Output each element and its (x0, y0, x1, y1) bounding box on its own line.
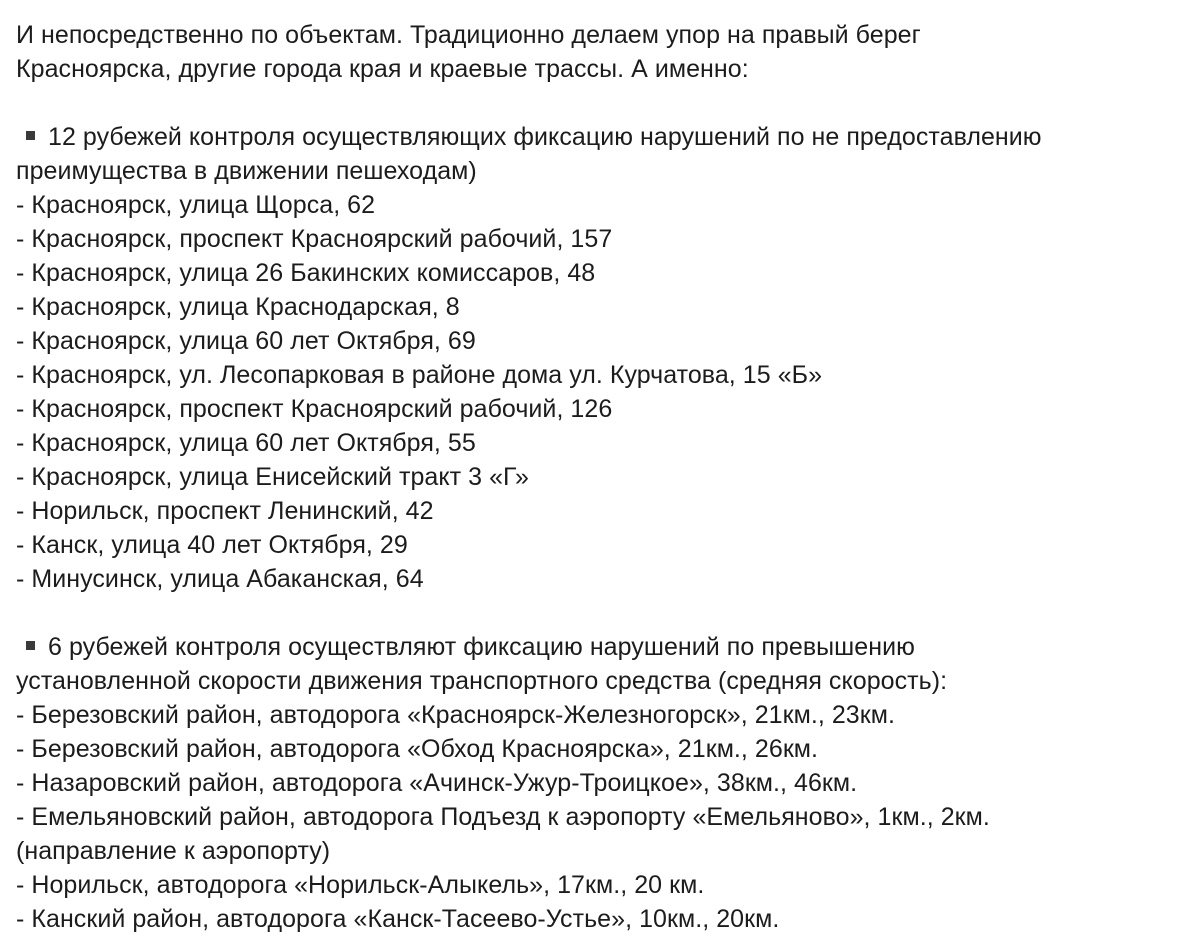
section-heading-text: установленной скорости движения транспортного средства (средняя скорость): (16, 667, 948, 695)
intro-line: И непосредственно по объектам. Традиционно делаем упор на правый берег (16, 21, 921, 49)
list-item: - Березовский район, автодорога «Обход Красноярска», 21км., 26км. (16, 735, 819, 763)
section-heading-text: 6 рубежей контроля осуществляют фиксацию нарушений по превышению (48, 633, 915, 661)
list-item: - Красноярск, улица Енисейский тракт 3 «Г» (16, 463, 529, 491)
post-text (16, 18, 1176, 936)
list-item: - Красноярск, проспект Красноярский рабочий, 126 (16, 395, 613, 423)
section-speed (16, 630, 1176, 936)
list-item: - Красноярск, улица Краснодарская, 8 (16, 293, 460, 321)
section-heading (16, 630, 1176, 664)
list-item: - Березовский район, автодорога «Красноярск-Железногорск», 21км., 23км. (16, 701, 895, 729)
section-heading-text: 12 рубежей контроля осуществляющих фиксацию нарушений по не предоставлению (48, 123, 1042, 151)
list-item: - Минусинск, улица Абаканская, 64 (16, 565, 424, 593)
list-item: - Норильск, проспект Ленинский, 42 (16, 497, 434, 525)
list-item: - Канский район, автодорога «Канск-Тасеево-Устье», 10км., 20км. (16, 905, 780, 933)
section-heading (16, 120, 1176, 154)
list-item: - Красноярск, улица 26 Бакинских комиссаров, 48 (16, 259, 596, 287)
list-item: (направление к аэропорту) (16, 837, 331, 865)
list-item: - Красноярск, улица Щорса, 62 (16, 191, 376, 219)
paragraph-spacer (16, 86, 1176, 120)
section-heading-text: преимущества в движении пешеходам) (16, 157, 477, 185)
list-item: - Красноярск, улица 60 лет Октября, 69 (16, 327, 476, 355)
intro-line: Красноярска, другие города края и краевые трассы. А именно: (16, 55, 749, 83)
list-item: - Красноярск, улица 60 лет Октября, 55 (16, 429, 476, 457)
list-item: - Норильск, автодорога «Норильск-Алыкель», 17км., 20 км. (16, 871, 705, 899)
intro-paragraph (16, 18, 1176, 86)
list-item: - Емельяновский район, автодорога Подъезд к аэропорту «Емельяново», 1км., 2км. (16, 803, 990, 831)
list-item: - Красноярск, ул. Лесопарковая в районе дома ул. Курчатова, 15 «Б» (16, 361, 823, 389)
list-item: - Назаровский район, автодорога «Ачинск-Ужур-Троицкое», 38км., 46км. (16, 769, 858, 797)
section-pedestrians (16, 120, 1176, 596)
square-bullet-icon (26, 641, 35, 650)
paragraph-spacer (16, 596, 1176, 630)
square-bullet-icon (26, 131, 35, 140)
list-item: - Красноярск, проспект Красноярский рабочий, 157 (16, 225, 613, 253)
list-item: - Канск, улица 40 лет Октября, 29 (16, 531, 408, 559)
